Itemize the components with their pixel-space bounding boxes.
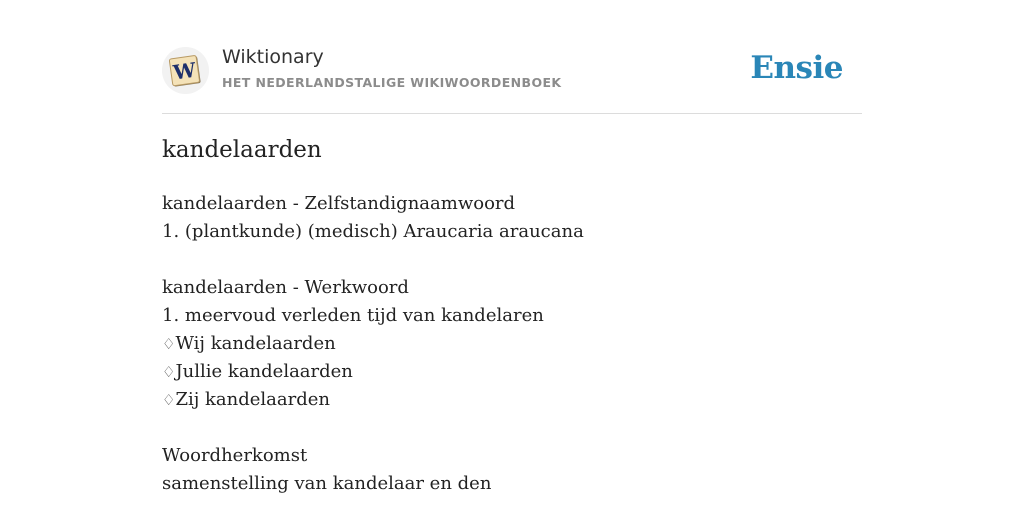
site-header xyxy=(162,44,862,114)
example-text: Wij kandelaarden xyxy=(175,333,336,354)
etymology-line: samenstelling van kandelaar en den xyxy=(162,473,492,494)
section-heading-verb: kandelaarden - Werkwoord xyxy=(162,277,409,298)
diamond-bullet-icon: ♢ xyxy=(162,363,176,381)
section-spacer xyxy=(162,246,862,274)
example-line xyxy=(162,386,862,414)
diamond-bullet-icon: ♢ xyxy=(162,391,176,409)
example-line xyxy=(162,330,862,358)
section-spacer xyxy=(162,414,862,442)
example-line xyxy=(162,358,862,386)
svg-text:W: W xyxy=(171,57,198,85)
site-name[interactable]: Wiktionary xyxy=(222,46,324,68)
example-text: Jullie kandelaarden xyxy=(175,361,353,382)
section-heading-noun: kandelaarden - Zelfstandignaamwoord xyxy=(162,193,516,214)
definition-content xyxy=(162,190,862,498)
wiktionary-logo-icon[interactable] xyxy=(162,47,209,94)
diamond-bullet-icon: ♢ xyxy=(162,335,176,353)
section-heading-etymology: Woordherkomst xyxy=(162,445,308,466)
site-tagline: HET NEDERLANDSTALIGE WIKIWOORDENBOEK xyxy=(222,75,562,90)
example-text: Zij kandelaarden xyxy=(175,389,331,410)
definition-line: 1. meervoud verleden tijd van kandelaren xyxy=(162,305,544,326)
ensie-brand-logo[interactable]: Ensie xyxy=(750,50,843,86)
definition-line: 1. (plantkunde) (medisch) Araucaria araucana xyxy=(162,221,584,242)
page-title: kandelaarden xyxy=(162,137,322,163)
